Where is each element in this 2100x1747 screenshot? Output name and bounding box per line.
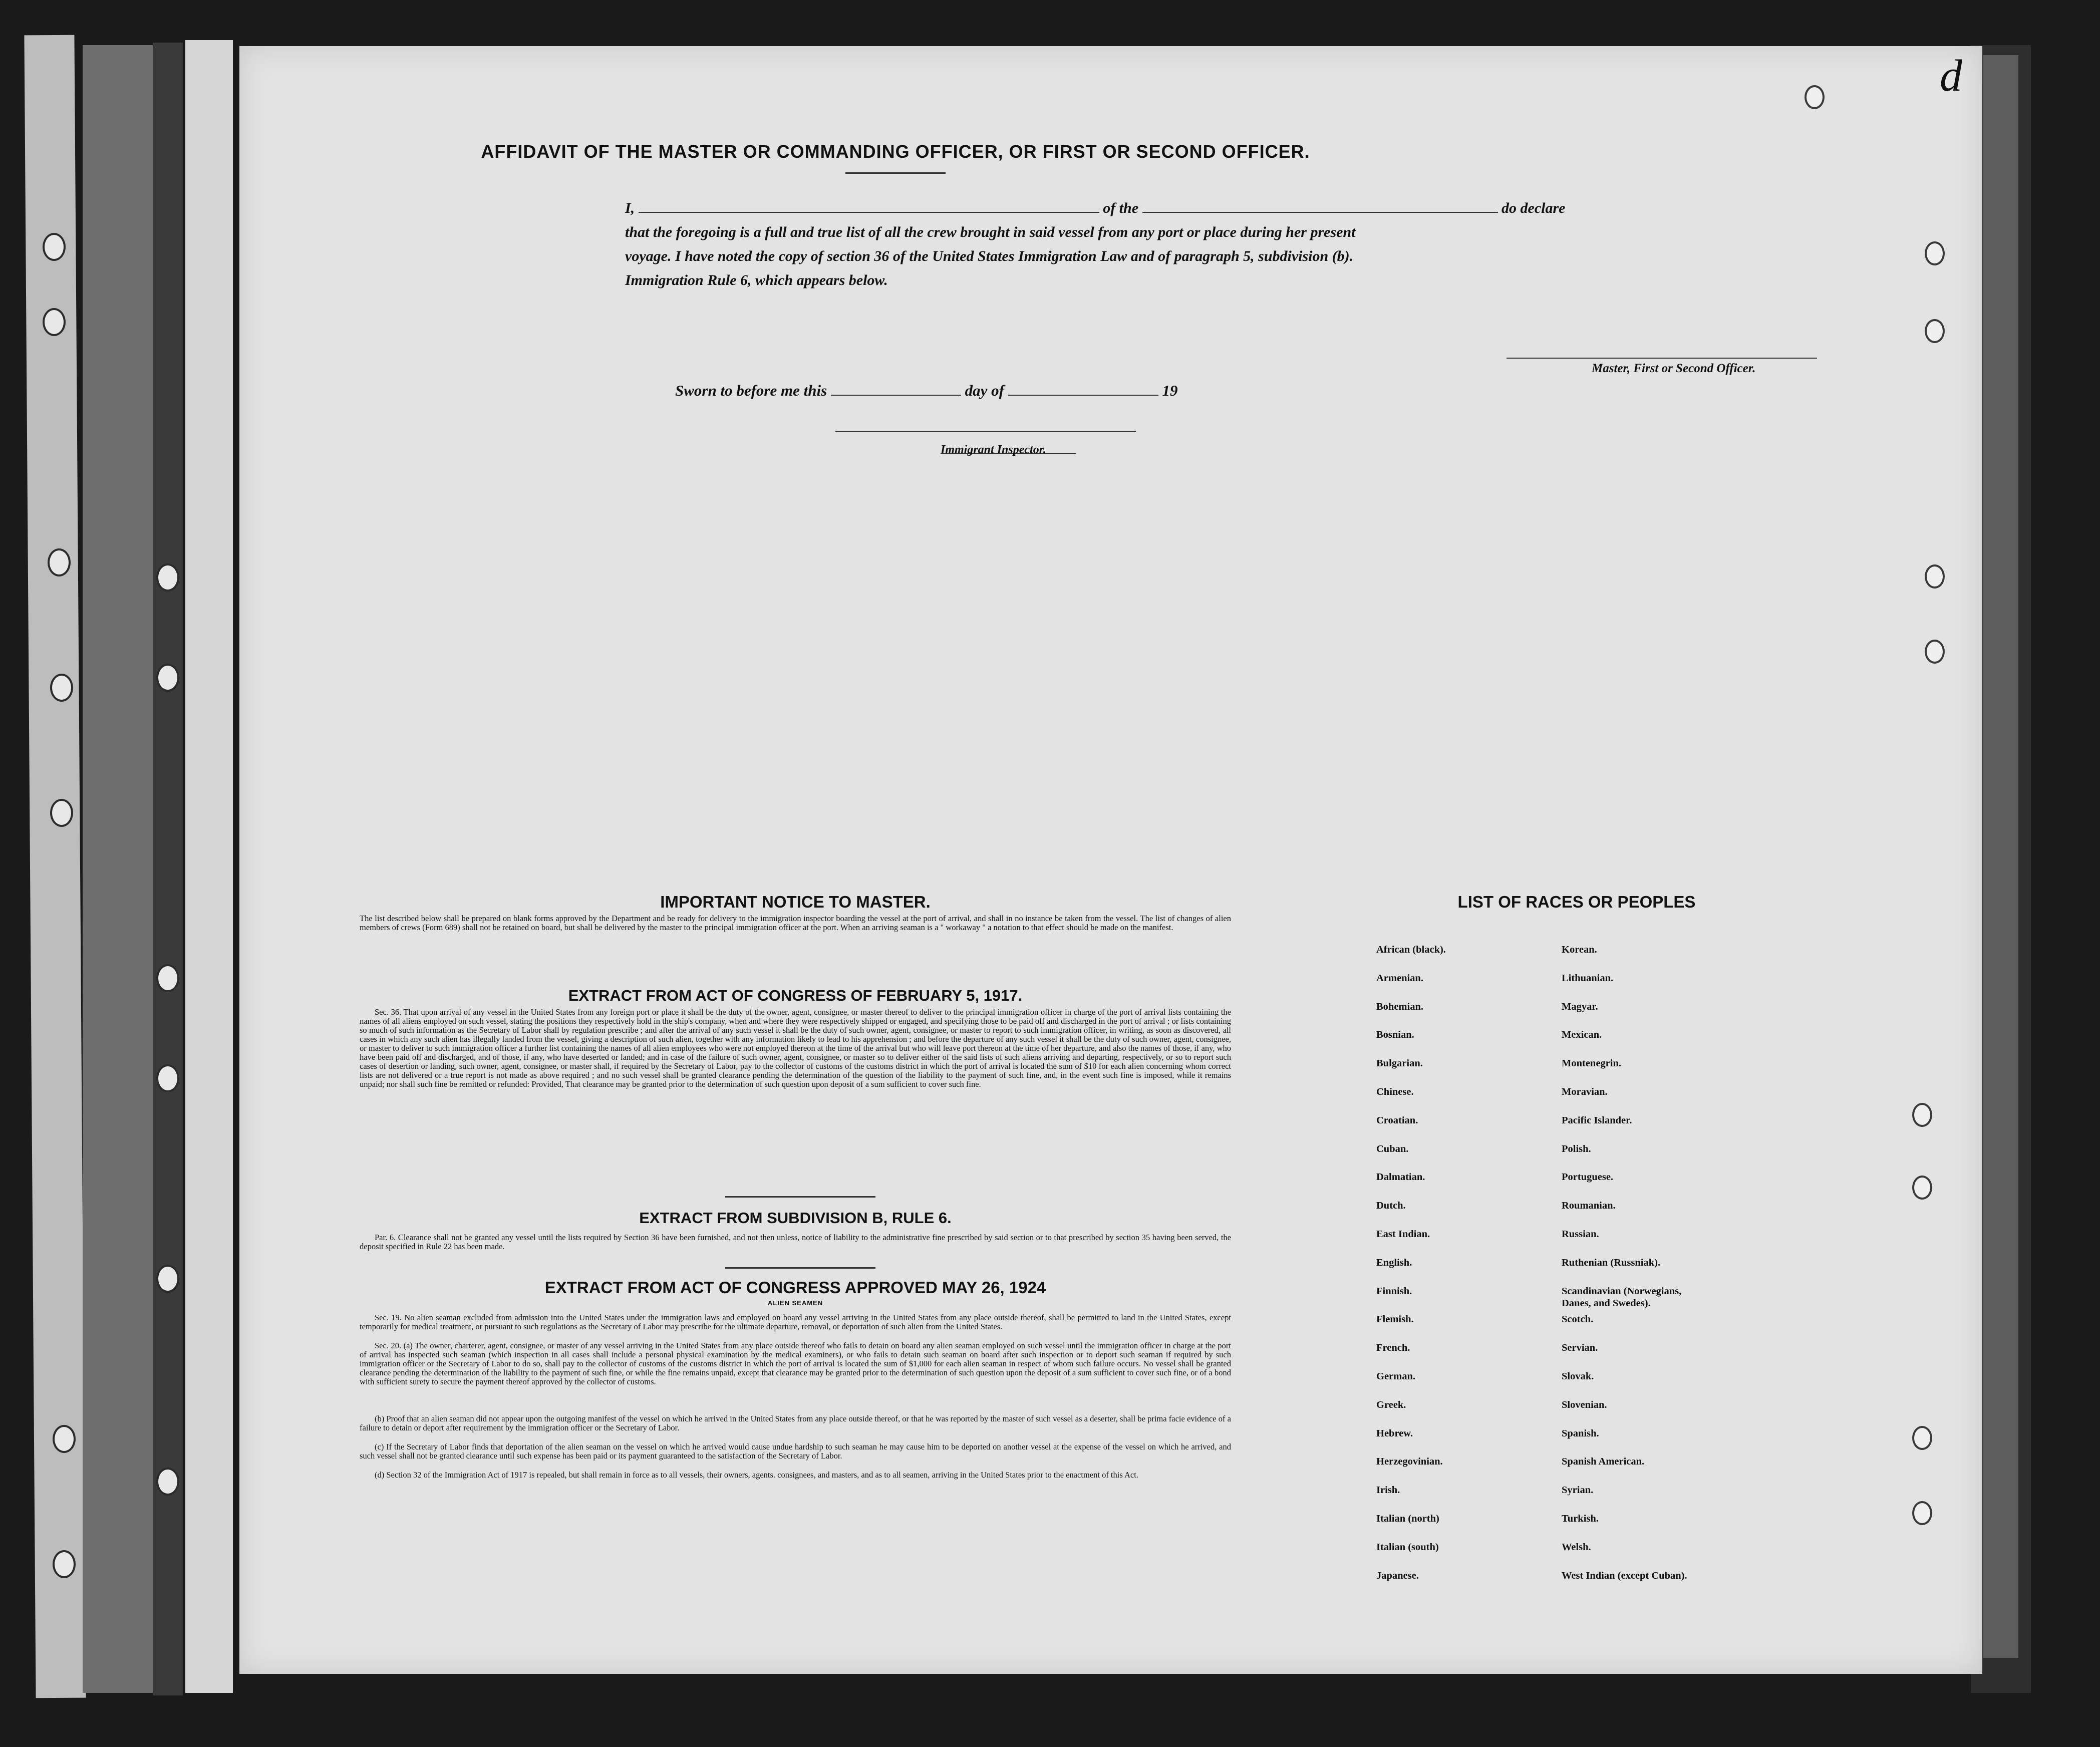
- extract-1924-subtitle: ALIEN SEAMEN: [767, 1299, 823, 1307]
- binder-strip-dark: [153, 43, 183, 1695]
- master-signature-line: [1507, 358, 1817, 359]
- page-hole-icon: [1912, 1103, 1932, 1127]
- race-item: Moravian.: [1562, 1086, 1608, 1097]
- race-item: Croatian.: [1376, 1114, 1418, 1126]
- pronoun-label: I,: [625, 200, 635, 216]
- race-item: Dutch.: [1376, 1200, 1406, 1212]
- affidavit-line-4: Immigration Rule 6, which appears below.: [625, 272, 888, 288]
- race-item: Turkish.: [1562, 1513, 1599, 1524]
- page-hole-icon: [1925, 564, 1945, 589]
- page-stack-edge-light: [1983, 55, 2018, 1658]
- race-item: Slovak.: [1562, 1371, 1594, 1382]
- race-item: French.: [1376, 1342, 1410, 1354]
- sworn-year-label: 19: [1162, 382, 1178, 399]
- race-item: Flemish.: [1376, 1314, 1414, 1325]
- race-item: Irish.: [1376, 1485, 1400, 1496]
- affidavit-title: AFFIDAVIT OF THE MASTER OR COMMANDING OFFICER, OR FIRST OR SECOND OFFICER.: [481, 141, 1310, 162]
- binder-hole-icon: [156, 1265, 179, 1293]
- sworn-day-blank: [831, 381, 961, 396]
- race-item: German.: [1376, 1371, 1415, 1382]
- inspector-caption: Immigrant Inspector.: [941, 443, 1046, 456]
- binder-hole-icon: [156, 664, 179, 692]
- handwritten-corner-mark: d: [1940, 51, 1962, 101]
- section-divider: [725, 1267, 875, 1269]
- name-blank: [639, 198, 1099, 213]
- race-item: West Indian (except Cuban).: [1562, 1570, 1687, 1581]
- race-item: Bohemian.: [1376, 1001, 1423, 1012]
- declare-label: do declare: [1502, 200, 1566, 216]
- extract-1917-title: EXTRACT FROM ACT OF CONGRESS OF FEBRUARY 5, 1917.: [568, 987, 1023, 1004]
- master-caption: Master, First or Second Officer.: [1592, 362, 1756, 375]
- notice-title: IMPORTANT NOTICE TO MASTER.: [660, 893, 931, 911]
- race-item: Korean.: [1562, 944, 1597, 955]
- race-item: Hebrew.: [1376, 1427, 1413, 1439]
- sec20b-text: (b) Proof that an alien seaman did not appear upon the outgoing manifest of the vessel on which he arrived in the United States from any place outside thereof, or that he was reported by the master of such vessel as a deserter, shall be prima facie evidence of a failure to detain or deport after requirement by the immigration officer or the Secretary of Labor.: [360, 1414, 1231, 1432]
- sworn-prefix: Sworn to before me this: [675, 382, 827, 399]
- race-item: Roumanian.: [1562, 1200, 1616, 1212]
- binder-strip-paper: [185, 40, 233, 1693]
- sec20a-text: Sec. 20. (a) The owner, charterer, agent, consignee, or master of any vessel arriving in the United States from any place outside thereof who fails to detain on board any alien seaman employed on such vessel until the immigration officer in charge at the port of arrival has inspected such seaman (which inspection in all cases shall include a personal physical examination by the medical examiners), or who fails to detain such seaman on board after such inspection or to deport such seaman if required by such immigration officer or the Secretary of Labor to do so, shall pay to the collector of customs of the customs district in which the port of arrival is located the sum of $1,000 for each alien seaman in respect of whom such failure occurs. No vessel shall be granted clearance pending the determination of the liability to the payment of such fine, or while the fine remains unpaid, except that clearance may be granted prior to the determination of such question upon the deposit of a sum sufficient to cover such fine, or of a bond with sufficient surety to secure the payment thereof approved by the collector of customs.: [360, 1341, 1231, 1386]
- race-item: Polish.: [1562, 1143, 1591, 1154]
- title-divider: [845, 172, 946, 174]
- race-item: Montenegrin.: [1562, 1058, 1621, 1069]
- race-item: Scandinavian (Norwegians, Danes, and Swedes).: [1562, 1285, 1682, 1309]
- binder-strip-grey: [83, 45, 153, 1693]
- binder-hole-icon: [156, 1468, 179, 1496]
- page-hole-icon: [1925, 319, 1945, 343]
- race-item: Finnish.: [1376, 1285, 1412, 1297]
- inspector-signature-line: [835, 431, 1136, 432]
- extract-rule6-body: Par. 6. Clearance shall not be granted any vessel until the lists required by Section 36 have been furnished, and not then unless, notice of liability to the administrative fine prescribed by said section or to that prescribed by section 35 having been served, the deposit specified in Rule 22 has been made.: [360, 1233, 1231, 1251]
- binder-hole-icon: [48, 548, 71, 576]
- race-item: Armenian.: [1376, 972, 1423, 984]
- vessel-blank: [1142, 198, 1498, 213]
- notice-body: The list described below shall be prepared on blank forms approved by the Department and be ready for delivery to the immigration inspector boarding the vessel at the port of arrival, and shall in no instance be taken from the vessel. The list of changes of alien members of crews (Form 689) shall not be retained on board, but shall be delivered by the master to the principal immigration officer at the port. When an arriving seaman is a " workaway " a notation to that effect should be made on the manifest.: [360, 914, 1231, 932]
- sworn-month-blank: [1008, 381, 1158, 396]
- race-item: Bosnian.: [1376, 1029, 1414, 1041]
- sec19-text: Sec. 19. No alien seaman excluded from admission into the United States under the immigration laws and employed on board any vessel arriving in the United States from any place outside thereof, shall be permitted to land in the United States, except temporarily for medical treatment, or pursuant to such regulations as the Secretary of Labor may prescribe for the ultimate departure, removal, or deportation of such alien from the United States.: [360, 1313, 1231, 1331]
- race-item: East Indian.: [1376, 1229, 1430, 1240]
- binder-hole-icon: [50, 799, 73, 827]
- race-item: Mexican.: [1562, 1029, 1602, 1041]
- race-item: Slovenian.: [1562, 1399, 1607, 1410]
- race-item: Portuguese.: [1562, 1172, 1614, 1183]
- page-hole-icon: [1912, 1176, 1932, 1200]
- race-item: Herzegovinian.: [1376, 1456, 1443, 1468]
- race-item: Ruthenian (Russniak).: [1562, 1257, 1661, 1268]
- race-item: Chinese.: [1376, 1086, 1414, 1097]
- race-item: Servian.: [1562, 1342, 1598, 1354]
- race-item: Pacific Islander.: [1562, 1114, 1632, 1126]
- binder-hole-icon: [50, 674, 73, 702]
- binder-hole-icon: [53, 1550, 76, 1578]
- page-hole-icon: [1805, 85, 1825, 109]
- race-item: Japanese.: [1376, 1570, 1419, 1581]
- race-item: Welsh.: [1562, 1541, 1591, 1553]
- section-divider: [725, 1196, 875, 1198]
- race-item: English.: [1376, 1257, 1412, 1268]
- race-item: Dalmatian.: [1376, 1172, 1425, 1183]
- sworn-statement: [675, 381, 1178, 400]
- extract-rule6-title: EXTRACT FROM SUBDIVISION B, RULE 6.: [639, 1209, 952, 1227]
- race-item: African (black).: [1376, 944, 1446, 955]
- race-item: Magyar.: [1562, 1001, 1598, 1012]
- sec20d-text: (d) Section 32 of the Immigration Act of 1917 is repealed, but shall remain in force as to all vessels, their owners, agents. consignees, and masters, and as to all seamen, arriving in the United States prior to the enactment of this Act.: [375, 1470, 1138, 1480]
- binder-hole-icon: [156, 964, 179, 992]
- page-hole-icon: [1912, 1426, 1932, 1450]
- race-item: Lithuanian.: [1562, 972, 1614, 984]
- affidavit-line-2: that the foregoing is a full and true list of all the crew brought in said vessel from any port or place during her present: [625, 224, 1356, 240]
- race-item: Italian (south): [1376, 1541, 1439, 1553]
- race-item: Spanish American.: [1562, 1456, 1645, 1468]
- affidavit-text: [625, 196, 1837, 293]
- extract-1917-body: Sec. 36. That upon arrival of any vessel in the United States from any foreign port or place it shall be the duty of the owner, agent, consignee, or master thereof to deliver to the principal immigration officer in charge of the port of arrival lists containing the names of all aliens employed on such vessel, stating the positions they respectively hold in the ship's company, when and where they were respectively shipped or engaged, and specifying those to be paid off and discharged in the port of arrival ; or lists containing so much of such information as the Secretary of Labor shall by regulation prescribe ; and after the arrival of any such vessel it shall be the duty of such owner, agent, consignee, or master to report to such immigration officer, in writing, as soon as discovered, all cases in which any such alien has illegally landed from the vessel, giving a description of such alien, together with any information likely to lead to his apprehension ; and before the departure of any such vessel it shall be the duty of such owner, agent, consignee, or master to deliver to such immigration officer a further list containing the names of all alien employees who were not employed thereon at the time of the arrival but who will leave port thereon at the time of her departure, and also the names of those, if any, who have been paid off and discharged, and of those, if any, who have deserted or landed; and in case of the failure of such owner, agent, consignee, or master so to deliver either of the said lists of such aliens arriving and departing, respectively, or so to report such cases of desertion or landing, such owner, agent, consignee, or master shall, if required by the Secretary of Labor, pay to the collector of customs of the customs district in which the port of arrival is located the sum of $10 for each alien concerning whom correct lists are not delivered or a true report is not made as above required ; and no such vessel shall be granted clearance pending the determination of the question of the liability to the payment of such fine, and, in the event such fine is imposed, while it remains unpaid; nor shall such fine be remitted or refunded: Provided, That clearance may be granted prior to the determination of such question upon deposit of a sum sufficient to cover such fine.: [360, 1007, 1231, 1089]
- binder-strip-light: [24, 35, 86, 1698]
- race-item: Cuban.: [1376, 1143, 1409, 1154]
- race-item: Bulgarian.: [1376, 1058, 1423, 1069]
- race-item: Italian (north): [1376, 1513, 1439, 1524]
- race-item: Syrian.: [1562, 1485, 1594, 1496]
- affidavit-page: [239, 46, 1982, 1674]
- race-item: Russian.: [1562, 1229, 1599, 1240]
- binder-hole-icon: [43, 233, 66, 261]
- affidavit-line-1: [625, 196, 1837, 220]
- sec20c-text: (c) If the Secretary of Labor finds that deportation of the alien seaman on the vessel on which he arrived would cause undue hardship to such seaman he may cause him to be deported on another vessel at the expense of the vessel on which he arrived, and such vessel shall not be granted clearance until such expense has been paid or its payment guaranteed to the satisfaction of the Secretary of Labor.: [360, 1442, 1231, 1461]
- race-item: Greek.: [1376, 1399, 1406, 1410]
- race-item: Scotch.: [1562, 1314, 1594, 1325]
- race-item: Spanish.: [1562, 1427, 1599, 1439]
- page-hole-icon: [1912, 1501, 1932, 1525]
- affidavit-line-3: voyage. I have noted the copy of section 36 of the United States Immigration Law and of paragraph 5, subdivision (b).: [625, 248, 1354, 264]
- binder-hole-icon: [53, 1425, 76, 1453]
- races-title: LIST OF RACES OR PEOPLES: [1457, 893, 1696, 911]
- extract-1924-title: EXTRACT FROM ACT OF CONGRESS APPROVED MAY 26, 1924: [544, 1278, 1046, 1297]
- binder-hole-icon: [156, 563, 179, 592]
- binder-hole-icon: [156, 1064, 179, 1092]
- binder-hole-icon: [43, 308, 66, 336]
- page-hole-icon: [1925, 241, 1945, 265]
- page-hole-icon: [1925, 640, 1945, 664]
- of-the-label: of the: [1103, 200, 1139, 216]
- sworn-day-label: day of: [965, 382, 1004, 399]
